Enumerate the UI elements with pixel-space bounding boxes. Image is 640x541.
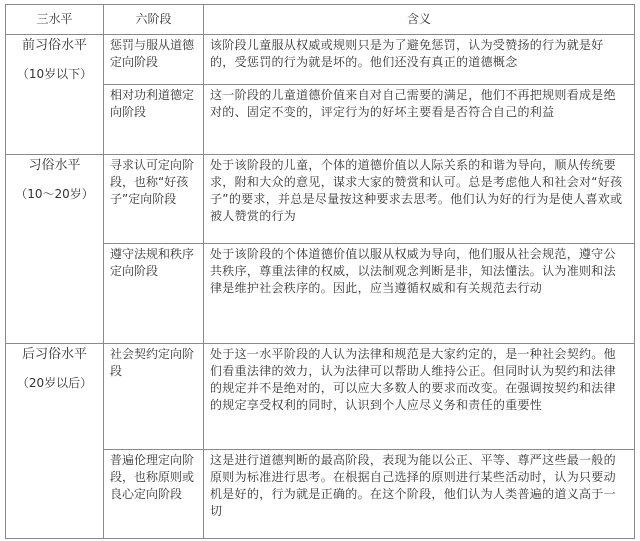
stage-cell: 普遍伦理定向阶段，也称原则或良心定向阶段 xyxy=(104,450,204,539)
header-row xyxy=(6,5,635,35)
stage-cell: 社会契约定向阶段 xyxy=(104,344,204,450)
meaning-cell: 处于这一水平阶段的人认为法律和规范是大家约定的，是一种社会契约。他们看重法律的效力，认为法律可以帮助人维持公正。但同时认为契约和法律的规定并不是绝对的，可以应大多数人的要求而改变。在强调按契约和法律的规定享受权利的同时，认识到个人应尽义务和责任的重要性 xyxy=(204,344,635,450)
level-cell-preconventional xyxy=(6,35,104,155)
level-name: 习俗水平 xyxy=(28,158,81,173)
meaning-cell: 处于该阶段的个体道德价值以服从权威为导向，他们服从社会规范，遵守公共秩序，尊重法律的权威，以法制观念判断是非，知法懂法。认为准则和法律是维护社会秩序的。因此，应当遵循权威和有关规范去行动 xyxy=(204,244,635,344)
header-meaning: 含义 xyxy=(204,5,635,35)
header-stages: 六阶段 xyxy=(104,5,204,35)
header-levels: 三水平 xyxy=(6,5,104,35)
meaning-cell: 这是进行道德判断的最高阶段，表现为能以公正、平等、尊严这些最一般的原则为标准进行思考。在根据自己选择的原则进行某些活动时，认为只要动机是好的，行为就是正确的。在这个阶段，他们认为人类普遍的道义高于一切 xyxy=(204,450,635,539)
stage-cell: 相对功利道德定向阶段 xyxy=(104,85,204,155)
level-age: （10～20岁） xyxy=(15,187,94,201)
meaning-cell: 该阶段儿童服从权威或规则只是为了避免惩罚，认为受赞扬的行为就是好的，受惩罚的行为就是坏的。他们还没有真正的道德概念 xyxy=(204,35,635,85)
stage-cell: 惩罚与服从道德定向阶段 xyxy=(104,35,204,85)
level-cell-conventional xyxy=(6,155,104,344)
level-cell-postconventional xyxy=(6,344,104,539)
table-row xyxy=(6,35,635,85)
meaning-cell: 处于该阶段的儿童，个体的道德价值以人际关系的和谐为导向，顺从传统要求，附和大众的意见，谋求大家的赞赏和认可。总是考虑他人和社会对“好孩子”的要求，并总是尽量按这种要求去思考。他们认为好的行为是使人喜欢或被人赞赏的行为 xyxy=(204,155,635,244)
level-age: （20岁以后） xyxy=(16,376,93,390)
meaning-cell: 这一阶段的儿童道德价值来自对自己需要的满足，他们不再把规则看成是绝对的、固定不变的，评定行为的好坏主要看是否符合自己的利益 xyxy=(204,85,635,155)
table-row xyxy=(6,155,635,244)
level-age: （10岁以下） xyxy=(16,67,93,81)
kohlberg-stages-table xyxy=(5,4,635,539)
stage-cell: 遵守法规和秩序定向阶段 xyxy=(104,244,204,344)
level-name: 后习俗水平 xyxy=(21,347,87,362)
stage-cell: 寻求认可定向阶段，也称“好孩子”定向阶段 xyxy=(104,155,204,244)
level-name: 前习俗水平 xyxy=(21,38,87,53)
table-row xyxy=(6,344,635,450)
